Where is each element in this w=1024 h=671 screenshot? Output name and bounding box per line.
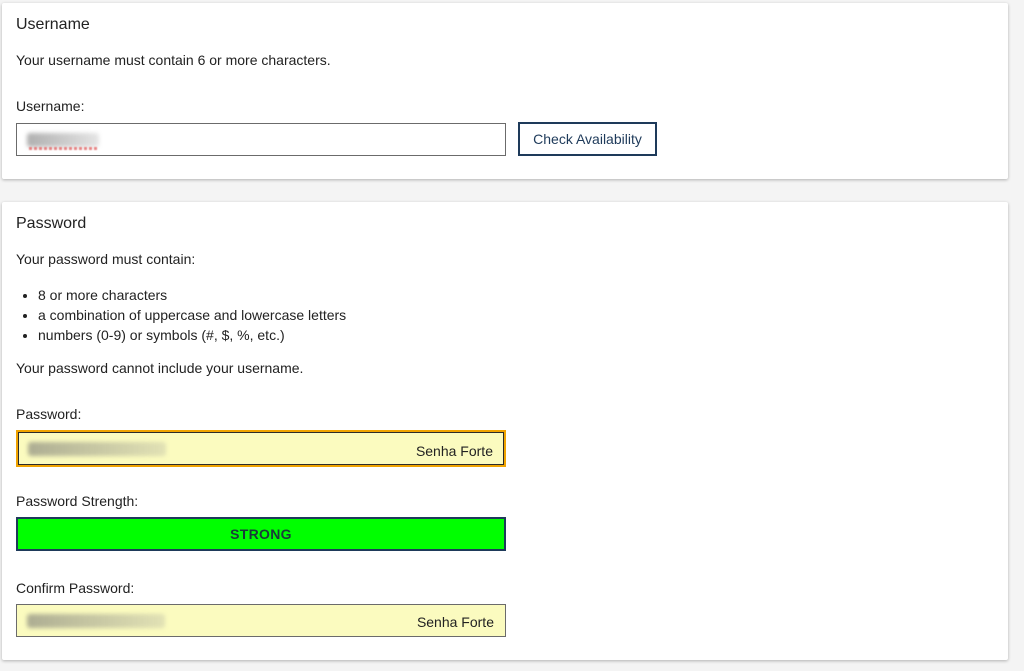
- username-label: Username:: [16, 98, 85, 114]
- confirm-password-input[interactable]: [16, 604, 506, 637]
- password-restriction-text: Your password cannot include your username.: [16, 360, 304, 376]
- username-value-redacted: [27, 133, 99, 147]
- password-strength-hint: Senha Forte: [415, 443, 493, 459]
- password-section-title: Password: [16, 215, 87, 232]
- list-item: • numbers (0-9) or symbols (#, $, %, etc.): [38, 325, 346, 345]
- list-item: • a combination of uppercase and lowercase letters: [38, 305, 346, 325]
- confirm-password-strength-hint: Senha Forte: [416, 614, 494, 630]
- list-item: • 8 or more characters: [38, 285, 346, 305]
- username-input[interactable]: [16, 123, 506, 156]
- password-requirements-intro: Your password must contain:: [16, 251, 196, 267]
- spellcheck-underline: [29, 147, 99, 150]
- password-value-redacted: [28, 442, 166, 456]
- check-availability-button[interactable]: Check Availability: [518, 122, 657, 156]
- username-panel: [2, 3, 1008, 179]
- password-strength-meter: [16, 517, 506, 551]
- password-strength-label: Password Strength:: [16, 493, 139, 509]
- password-requirements-list: [38, 285, 346, 345]
- username-section-title: Username: [16, 16, 90, 33]
- confirm-password-value-redacted: [27, 614, 165, 628]
- confirm-password-label: Confirm Password:: [16, 580, 135, 596]
- password-label: Password:: [16, 406, 82, 422]
- password-panel: [2, 202, 1008, 660]
- password-strength-value: STRONG: [230, 526, 292, 542]
- password-input[interactable]: [16, 430, 506, 467]
- username-requirement-text: Your username must contain 6 or more characters.: [16, 52, 331, 68]
